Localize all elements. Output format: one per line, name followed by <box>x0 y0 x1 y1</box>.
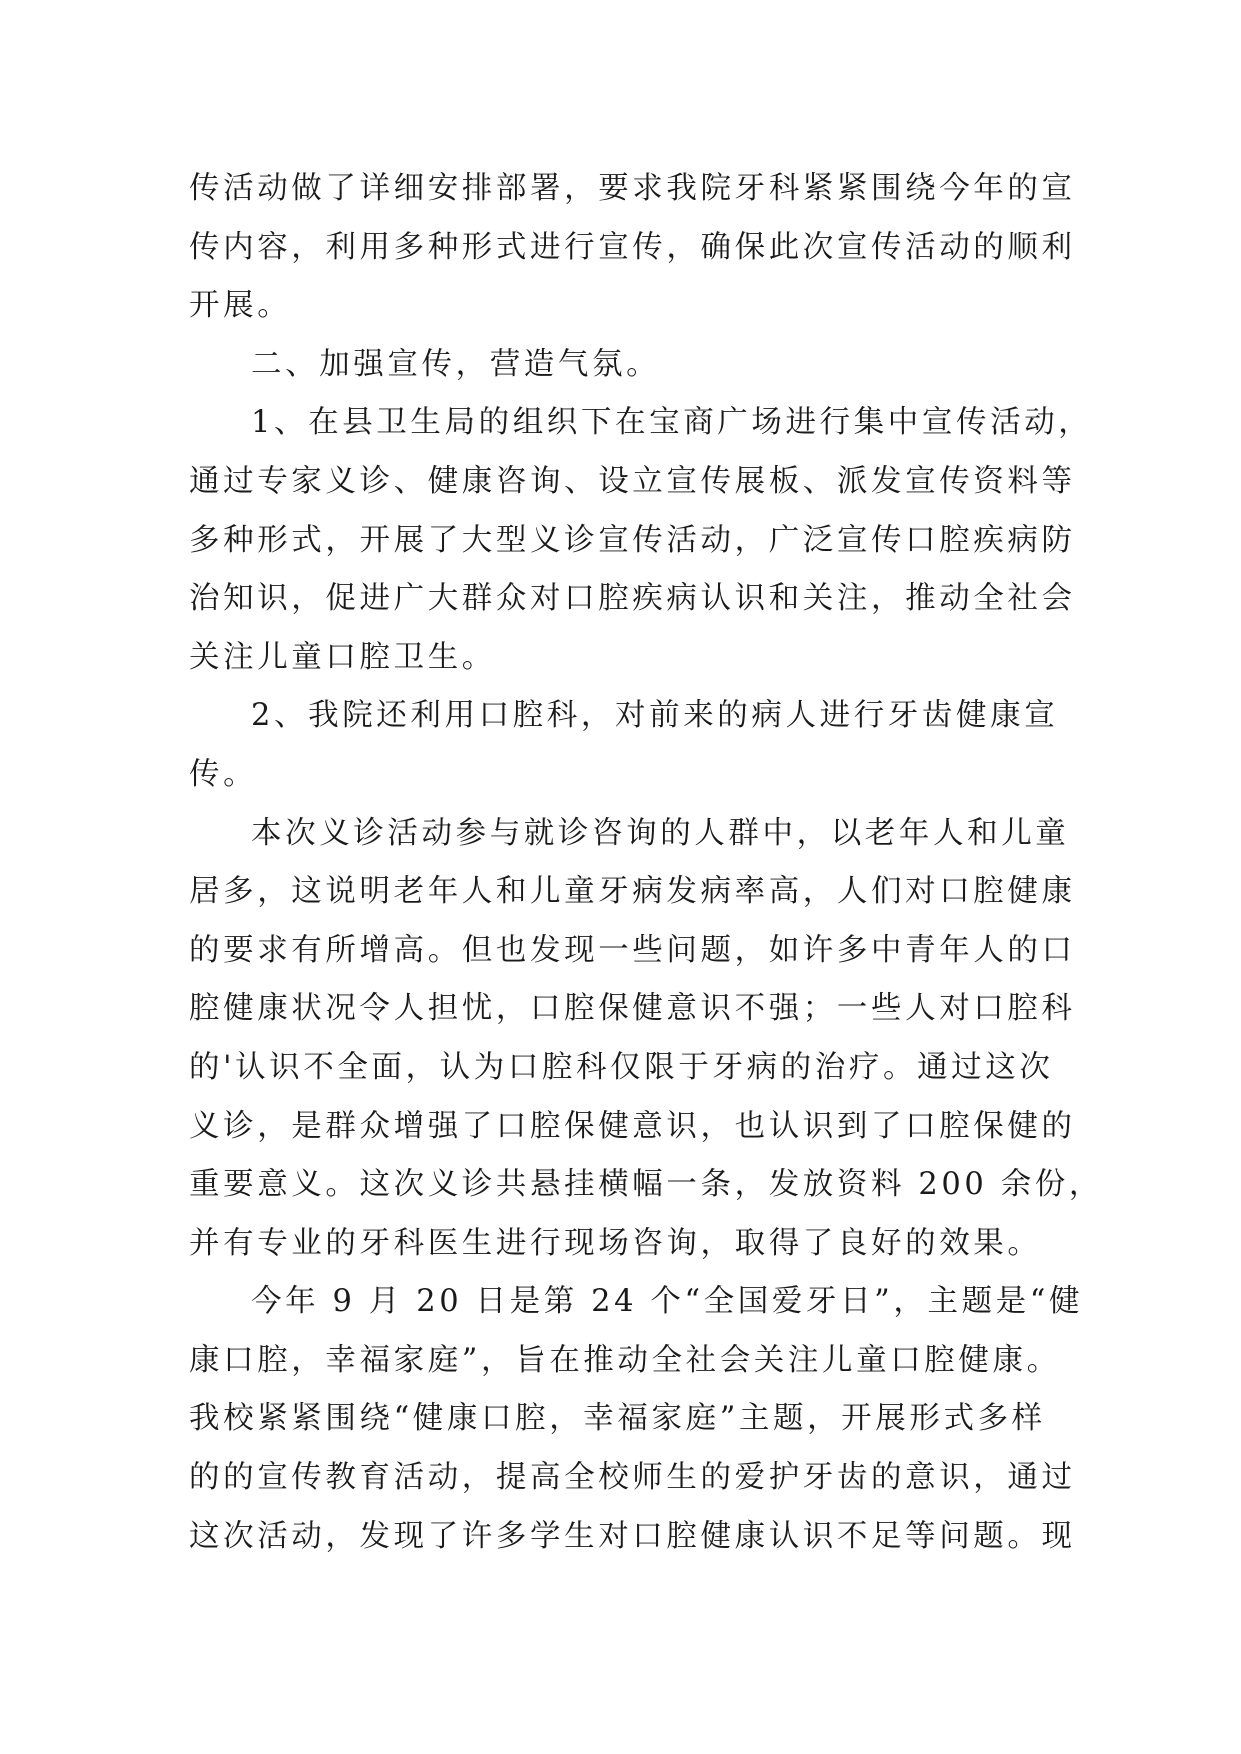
text-line: 的'认识不全面，认为口腔科仅限于牙病的治疗。通过这次 <box>189 1049 1054 1085</box>
text-line: 我校紧紧围绕“健康口腔，幸福家庭”主题，开展形式多样 <box>189 1401 1046 1437</box>
text-line: 多种形式，开展了大型义诊宣传活动，广泛宣传口腔疾病防 <box>189 522 1076 558</box>
text-line: 居多，这说明老年人和儿童牙病发病率高，人们对口腔健康 <box>189 874 1076 910</box>
paragraph <box>189 1273 1084 1566</box>
text-line: 的要求有所增高。但也发现一些问题，如许多中青年人的口 <box>189 932 1076 968</box>
text-line: 腔健康状况令人担忧，口腔保健意识不强；一些人对口腔科 <box>189 991 1076 1027</box>
text-line: 传。 <box>189 756 258 792</box>
text-line: 关注儿童口腔卫生。 <box>189 639 496 675</box>
text-line: 的的宣传教育活动，提高全校师生的爱护牙齿的意识，通过 <box>189 1460 1076 1496</box>
text-line: 康口腔，幸福家庭”，旨在推动全社会关注儿童口腔健康。 <box>189 1342 1061 1378</box>
paragraph <box>189 394 1093 687</box>
paragraph <box>189 805 1104 1274</box>
text-line: 2、我院还利用口腔科，对前来的病人进行牙齿健康宣 <box>251 698 1059 734</box>
text-line: 传活动做了详细安排部署，要求我院牙科紧紧围绕今年的宣 <box>189 171 1076 206</box>
text-line: 开展。 <box>189 288 292 324</box>
text-line: 今年 9 月 20 日是第 24 个“全国爱牙日”，主题是“健 <box>251 1284 1084 1320</box>
document-body <box>189 160 1104 1566</box>
paragraph <box>189 687 1059 804</box>
text-line: 本次义诊活动参与就诊咨询的人群中，以老年人和儿童 <box>251 815 1070 851</box>
heading-line: 二、加强宣传，营造气氛。 <box>251 346 661 382</box>
text-line: 治知识，促进广大群众对口腔疾病认识和关注，推动全社会 <box>189 581 1076 617</box>
text-line: 通过专家义诊、健康咨询、设立宣传展板、派发宣传资料等 <box>189 463 1076 499</box>
text-line: 这次活动，发现了许多学生对口腔健康认识不足等问题。现 <box>189 1518 1076 1554</box>
section-heading <box>189 336 1059 395</box>
text-line: 并有专业的牙科医生进行现场咨询，取得了良好的效果。 <box>189 1225 1042 1261</box>
text-line: 1、在县卫生局的组织下在宝商广场进行集中宣传活动， <box>251 405 1093 441</box>
text-line: 传内容，利用多种形式进行宣传，确保此次宣传活动的顺利 <box>189 229 1076 265</box>
text-line: 义诊，是群众增强了口腔保健意识，也认识到了口腔保健的 <box>189 1108 1076 1144</box>
paragraph <box>189 160 1076 336</box>
text-line: 重要意义。这次义诊共悬挂横幅一条，发放资料 200 余份， <box>189 1167 1104 1203</box>
